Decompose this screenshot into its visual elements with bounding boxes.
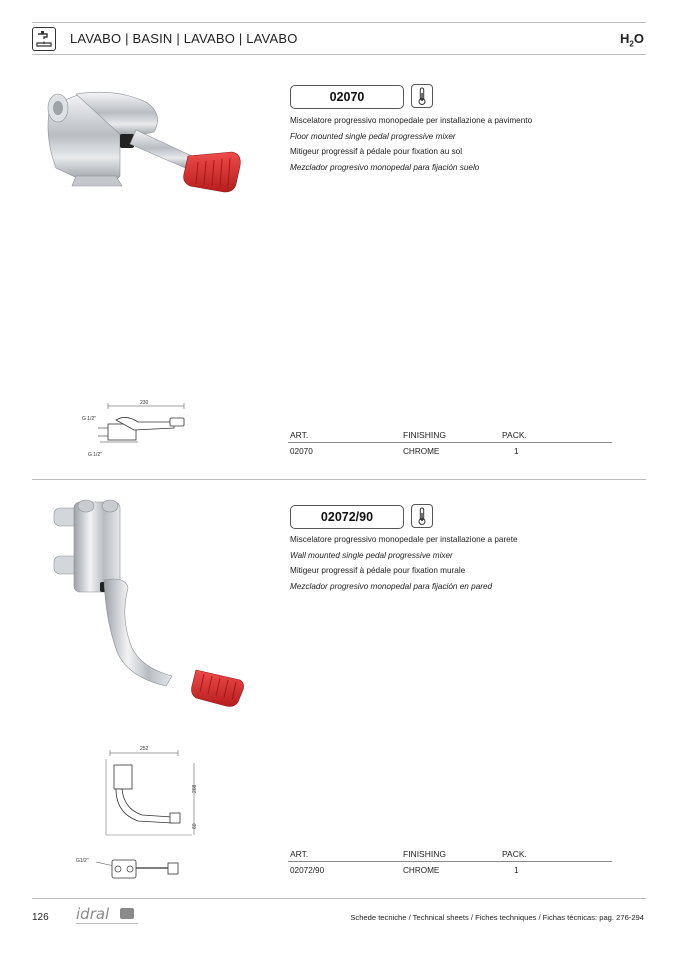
table-rule [288,861,612,862]
table-header-pack: PACK. [502,430,527,440]
header-bottom-rule [32,54,646,55]
table-cell-finishing: CHROME [403,447,440,456]
thermometer-icon [411,84,433,108]
dim-length: 230 [140,400,149,406]
table-header-pack: PACK. [502,849,527,859]
table-cell-art: 02070 [290,447,313,456]
brand-tagline-rule [76,923,138,924]
desc-es: Mezclador progresivo monopedal para fijación suelo [290,162,480,172]
dim-inlet-2: G 1/2" [88,452,103,458]
table-header-finishing: FINISHING [403,430,446,440]
brand-logo-text: idral [76,905,110,923]
desc-en: Wall mounted single pedal progressive mixer [290,550,453,560]
page-title: LAVABO | BASIN | LAVABO | LAVABO [70,31,298,46]
basin-faucet-icon [32,27,56,51]
table-rule [288,442,612,443]
brand-mark-icon [120,908,134,919]
dim-height: 208 [192,784,198,793]
desc-es: Mezclador progresivo monopedal para fijación en pared [290,581,493,591]
desc-it: Miscelatore progressivo monopedale per installazione a parete [290,535,518,544]
technical-sheets-reference: Schede tecniche / Technical sheets / Fiches techniques / Fichas técnicas: pag. 276-294 [350,913,644,922]
product-code-box: 02070 [290,85,404,109]
product-description [290,532,630,594]
desc-fr: Mitigeur progressif à pédale pour fixation murale [290,566,466,575]
table-cell-pack: 1 [514,447,519,456]
section-divider [32,479,646,480]
table-header-art: ART. [290,430,309,440]
desc-fr: Mitigeur progressif à pédale pour fixation au sol [290,147,463,156]
technical-drawing-wall-pedal-side [100,743,204,843]
table-header-art: ART. [290,849,309,859]
table-cell-art: 02072/90 [290,866,325,875]
product-description [290,113,630,175]
footer-rule [32,898,646,899]
table-header-finishing: FINISHING [403,849,446,859]
header-top-rule [32,22,646,23]
product-photo-wall-pedal [48,494,248,710]
dim-base: 60 [192,823,198,829]
dim-inlet-1: G 1/2" [82,416,97,422]
product-code-box: 02072/90 [290,505,404,529]
h2o-badge: $H_2O$ [620,31,644,49]
dim-width: 252 [140,746,149,752]
brand-logo [76,905,146,927]
product-photo-floor-pedal [36,84,256,199]
desc-it: Miscelatore progressivo monopedale per installazione a pavimento [290,116,533,125]
table-cell-finishing: CHROME [403,866,440,875]
page-number: 126 [32,912,49,923]
dim-connection: G1/2" [76,858,89,864]
thermometer-icon [411,504,433,528]
table-cell-pack: 1 [514,866,519,875]
technical-drawing-floor-pedal [78,398,198,460]
desc-en: Floor mounted single pedal progressive mixer [290,131,456,141]
technical-drawing-wall-pedal-top [74,852,186,882]
